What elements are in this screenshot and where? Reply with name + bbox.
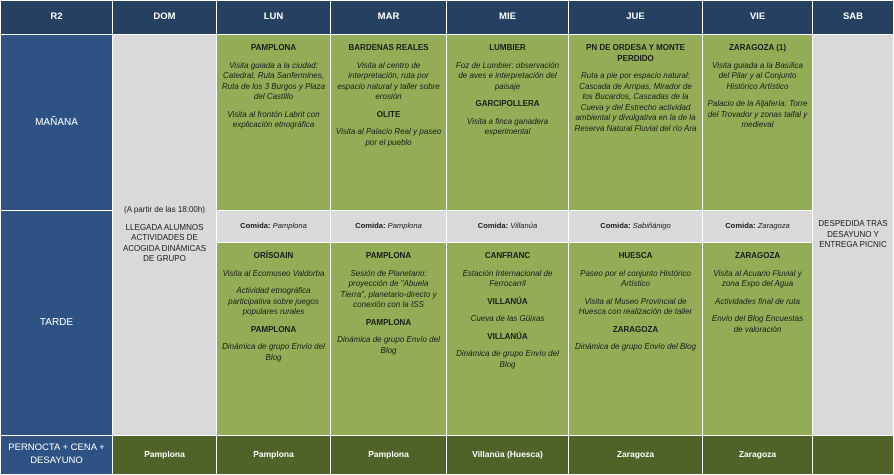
activity-title: VILLANÚA: [487, 296, 528, 306]
header-cell-r2: R2: [1, 1, 113, 35]
comida-place: Sabiñánigo: [632, 221, 671, 231]
row-label-pernocta: PERNOCTA + CENA + DESAYUNO: [1, 436, 113, 475]
comida-place: Pamplona: [387, 221, 422, 231]
pernocta-cell-vie: Zaragoza: [703, 436, 813, 475]
activity-title: PAMPLONA: [365, 251, 412, 260]
pernocta-cell-lun: Pamplona: [217, 436, 331, 475]
activity-description: Dinámica de grupo Envío del Blog: [337, 335, 440, 355]
activity-title: ZARAGOZA: [734, 251, 781, 260]
comida-place: Villanúa: [510, 221, 538, 231]
activity-description: Actividades final de ruta: [715, 296, 800, 306]
activity-description: Visita al Museo Provincial de Huesca con realización de taller: [578, 296, 693, 317]
dom-start-time: (A partir de las 18:00h): [124, 205, 205, 215]
activity-cell-mar-manana: [331, 35, 447, 211]
pernocta-cell-jue: Zaragoza: [569, 436, 703, 475]
sab-cell: DESPEDIDA TRAS DESAYUNO Y ENTREGA PICNIC: [813, 35, 894, 436]
dom-activities: LLEGADA ALUMNOS ACTIVIDADES DE ACOGIDA DINÁMICAS DE GRUPO: [122, 222, 207, 264]
activity-description: Visita al Ecomuseo Valdorba: [222, 268, 325, 278]
activity-title: HUESCA: [618, 251, 653, 260]
pernocta-cell-mie: Villanúa (Huesca): [447, 436, 569, 475]
activity-title: PAMPLONA: [250, 43, 297, 52]
activity-description: Sesión de Planetario: proyección de "Abuela Tierra", planetario-directo y conexión con la ISS: [340, 268, 437, 310]
activity-cell-vie-manana: [703, 35, 813, 211]
activity-description: Visita al centro de interpretación, ruta por espacio natural y taller sobre erosión: [337, 60, 440, 102]
activity-title: OLITE: [376, 109, 401, 119]
header-cell-lun: LUN: [217, 1, 331, 35]
header-row: [1, 1, 894, 35]
header-cell-dom: DOM: [113, 1, 217, 35]
header-cell-sab: SAB: [813, 1, 894, 35]
comida-cell-jue: [569, 211, 703, 243]
comida-label: Comida:: [355, 221, 386, 231]
activity-description: Estación Internacional de Ferrocarril: [462, 268, 553, 289]
activity-description: Palacio de la Aljafería: Torre del Trovador y zonas taifal y medieval: [707, 99, 808, 130]
activity-cell-lun-tarde: [217, 243, 331, 436]
dom-cell: [113, 35, 217, 436]
header-cell-mar: MAR: [331, 1, 447, 35]
row-label-tarde: TARDE: [1, 211, 113, 436]
activity-cell-mar-tarde: [331, 243, 447, 436]
row-label-manana: MAÑANA: [1, 35, 113, 211]
activity-title: BARDENAS REALES: [348, 43, 429, 52]
activity-description: Visita a finca ganadera experimental: [466, 116, 549, 137]
comida-cell-lun: [217, 211, 331, 243]
activity-description: Envío del Blog Encuestas de valoración: [711, 314, 804, 334]
activity-title: CANFRANC: [484, 251, 531, 260]
activity-description: Visita al frontón Labrit con explicación etnográfica: [227, 109, 320, 130]
comida-label: Comida:: [725, 221, 756, 231]
activity-description: Actividad etnográfica participativa sobre juegos populares rurales: [228, 286, 319, 317]
activity-description: Cueva de las Güixas: [470, 314, 545, 324]
activity-cell-lun-manana: [217, 35, 331, 211]
activity-title: ZARAGOZA: [612, 324, 659, 334]
header-cell-vie: VIE: [703, 1, 813, 35]
comida-cell-mar: [331, 211, 447, 243]
comida-cell-mie: [447, 211, 569, 243]
activity-title: GARCIPOLLERA: [475, 99, 540, 109]
pernocta-cell-mar: Pamplona: [331, 436, 447, 475]
activity-title: PAMPLONA: [365, 317, 412, 327]
comida-label: Comida:: [240, 221, 271, 231]
activity-title: VILLANÚA: [487, 331, 528, 341]
activity-title: ZARAGOZA (1): [728, 43, 787, 52]
manana-row: [1, 35, 894, 211]
pernocta-cell-sab: [813, 436, 894, 475]
header-cell-jue: JUE: [569, 1, 703, 35]
activity-description: Ruta a pie por espacio natural: Cascada de Arripas, Mirador de los Bucardos, Cascadas de la Cueva y del Estrecho actividad ambiental y divulgativa en la de la Reserva Natural Fluvial del río Ara: [574, 71, 697, 133]
activity-cell-mie-tarde: [447, 243, 569, 436]
activity-description: Visita al Palacio Real y paseo por el pueblo: [335, 127, 442, 147]
header-cell-mie: MIE: [447, 1, 569, 35]
comida-label: Comida:: [600, 221, 631, 231]
activity-cell-vie-tarde: [703, 243, 813, 436]
comida-place: Pamplona: [272, 221, 307, 231]
comida-label: Comida:: [477, 221, 509, 231]
activity-title: PAMPLONA: [250, 324, 297, 334]
pernocta-cell-dom: Pamplona: [113, 436, 217, 475]
activity-description: Visita al Acuario Fluvial y zona Expo del Agua: [713, 268, 802, 289]
activity-cell-jue-manana: [569, 35, 703, 211]
activity-description: Dinámica de grupo Envío del Blog: [575, 342, 696, 352]
pernocta-row: [1, 436, 894, 475]
activity-description: Dinámica de grupo Envío del Blog: [456, 349, 559, 369]
activity-title: LUMBIER: [489, 43, 526, 52]
activity-description: Foz de Lumbier: observación de aves e interpretación del paisaje: [455, 60, 560, 91]
activity-cell-mie-manana: [447, 35, 569, 211]
activity-title: ORÍSOAIN: [253, 251, 294, 260]
activity-description: Visita guiada a la Basílica del Pilar y al Conjunto Histórico Artístico: [711, 60, 804, 91]
comida-place: Zaragoza: [757, 221, 790, 231]
activity-description: Dinámica de grupo Envío del Blog: [222, 342, 325, 362]
activity-description: Visita guiada a la ciudad: Catedral, Ruta Sanfermines, Ruta de los 3 Burgos y Plaza del Castillo: [221, 60, 326, 102]
comida-cell-vie: [703, 211, 813, 243]
activity-title: PN DE ORDESA Y MONTE PERDIDO: [586, 43, 685, 63]
activity-description: Paseo por el conjunto Histórico Artístico: [580, 268, 691, 289]
activity-cell-jue-tarde: [569, 243, 703, 436]
